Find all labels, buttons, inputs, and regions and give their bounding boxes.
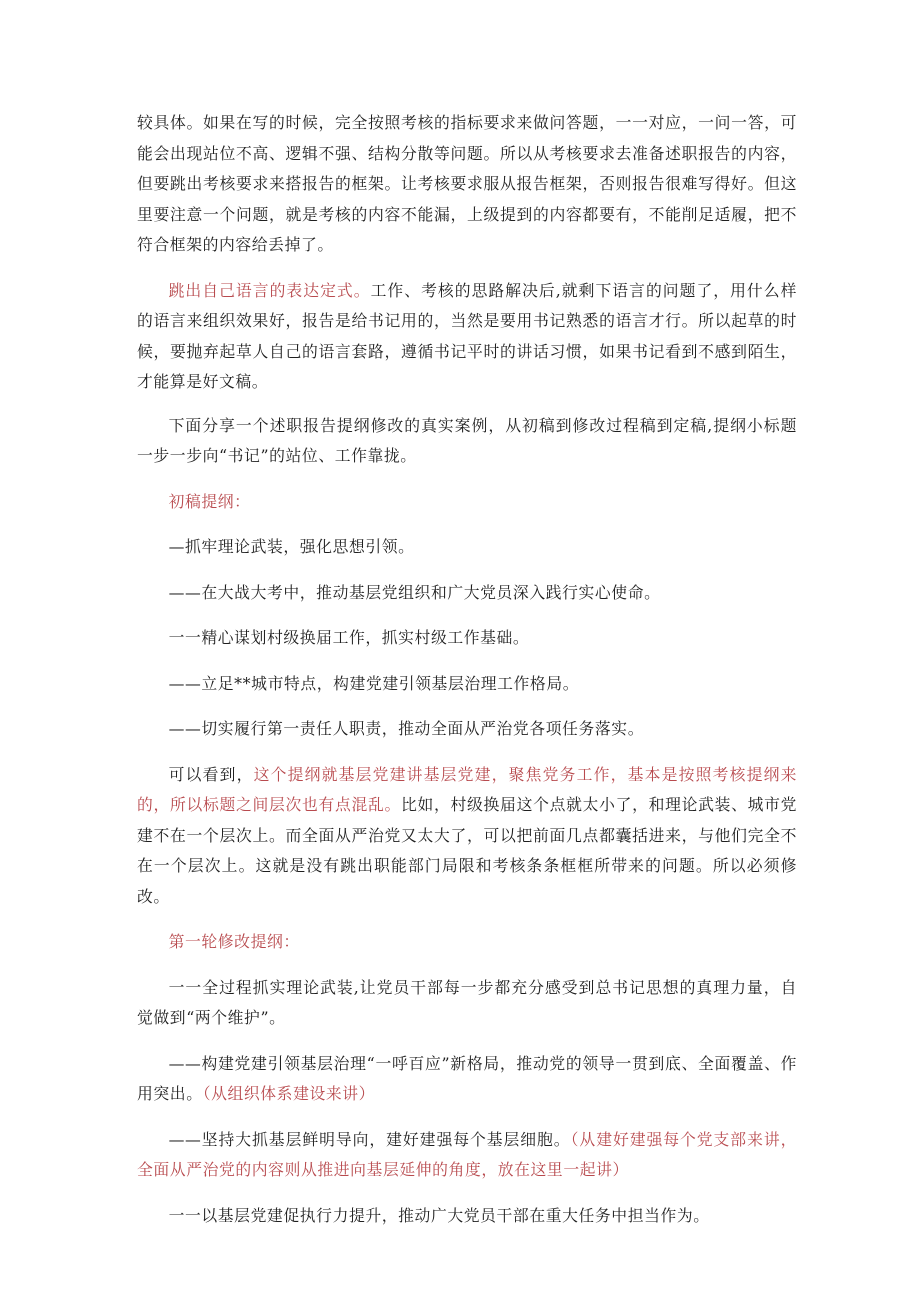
revision-item-note: （从建好建强每个党支部来讲，全面从严治党的内容则从推进向基层延伸的角度，放在这里一起讲）	[137, 1129, 797, 1179]
revision-outline-item: 一一以基层党建促执行力提升，推动广大党员干部在重大任务中担当作为。	[168, 1205, 710, 1225]
analysis-rest: 比如，村级换届这个点就太小了，和理论武装、城市党建不在一个层次上。而全面从严治党又太大了，可以把前面几点都囊括进来，与他们完全不在一个层次上。这就是没有跳出职能部门局限和考核条条框框所带来的问题。所以必须修改。	[137, 795, 797, 906]
draft-outline-item: ——立足**城市特点，构建党建引领基层治理工作格局。	[168, 673, 580, 693]
revision-outline-item: 一一全过程抓实理论武装,让党员干部每一步都充分感受到总书记思想的真理力量，自觉做到“两个维护”。	[137, 977, 797, 1027]
draft-outline-item: ——切实履行第一责任人职责，推动全面从严治党各项任务落实。	[168, 719, 645, 738]
highlight-heading-language: 跳出自己语言的表达定式。	[168, 280, 371, 300]
revision-item-text: ——构建党建引领基层治理“一呼百应”新格局，推动党的领导一贯到底、全面覆盖、作用突出。	[137, 1053, 797, 1103]
analysis-highlight: 这个提纲就基层党建讲基层党建，聚焦党务工作，基本是按照考核提纲来的，所以标题之间层次也有点混乱。	[137, 764, 797, 814]
paragraph-language	[137, 276, 797, 398]
draft-outline-item: 一一精心谋划村级换届工作，抓实村级工作基础。	[168, 628, 530, 647]
paragraph-assessment: 较具体。如果在写的时候，完全按照考核的指标要求来做问答题，一一对应，一问一答，可能会出现站位不高、逻辑不强、结构分散等问题。所以从考核要求去准备述职报告的内容，但要跳出考核要求来搭报告的框架。让考核要求服从报告框架，否则报告很难写得好。但这里要注意一个问题，就是考核的内容不能漏，上级提到的内容都要有，不能削足适履，把不符合框架的内容给丢掉了。	[137, 113, 797, 254]
paragraph-case-intro: 下面分享一个述职报告提纲修改的真实案例，从初稿到修改过程稿到定稿,提纲小标题一步一步向“书记”的站位、工作靠拢。	[137, 415, 797, 465]
revision-item-text: ——坚持大抓基层鲜明导向，建好建强每个基层细胞。	[168, 1129, 571, 1149]
draft-outline-item: —抓牢理论武装，强化思想引领。	[168, 537, 415, 556]
revision-outline-item	[137, 1125, 797, 1186]
draft-outline-item: ——在大战大考中，推动基层党组织和广大党员深入践行实心使命。	[168, 582, 661, 602]
document-page	[137, 108, 797, 1231]
analysis-lead: 可以看到，	[168, 764, 254, 784]
section-label-draft: 初稿提纲：	[168, 491, 251, 511]
section-label-revision-1: 第一轮修改提纲：	[168, 932, 300, 951]
revision-outline-item	[137, 1049, 797, 1110]
paragraph-language-body: 工作、考核的思路解决后,就剩下语言的问题了，用什么样的语言来组织效果好，报告是给书记用的，当然是要用书记熟悉的语言才行。所以起草的时候，要抛弃起草人自己的语言套路，遵循书记平时的讲话习惯，如果书记看到不感到陌生，才能算是好文稿。	[137, 280, 797, 391]
revision-item-note: （从组织体系建设来讲）	[202, 1084, 376, 1103]
paragraph-analysis	[137, 760, 797, 913]
